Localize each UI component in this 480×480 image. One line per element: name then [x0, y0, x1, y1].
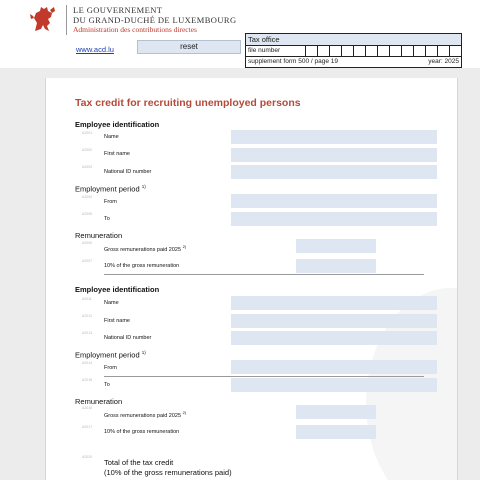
remuneration-heading: Remuneration: [75, 397, 123, 406]
file-number-cell[interactable]: [450, 46, 461, 56]
employee-identification-heading: Employee identification: [75, 120, 160, 129]
first-name-label: First name: [104, 318, 130, 324]
name-label: Name: [104, 300, 119, 306]
total-line-1: Total of the tax credit: [104, 458, 174, 467]
ten-percent-label: 10% of the gross remuneration: [104, 429, 180, 435]
gov-line-2: DU GRAND-DUCHÉ DE LUXEMBOURG: [73, 14, 237, 25]
file-number-row: [246, 46, 461, 57]
divider: [104, 274, 424, 275]
field-code: A2005: [82, 212, 93, 216]
file-number-cell[interactable]: [354, 46, 366, 56]
first-name-label: First name: [104, 151, 130, 157]
footnote-marker: 2): [182, 410, 187, 415]
red-lion-icon: [28, 4, 58, 34]
from-label: From: [104, 365, 117, 371]
divider: [104, 376, 424, 377]
field-code: A2012: [82, 314, 93, 318]
field-code: A2014: [82, 361, 93, 365]
national-id-label: National ID number: [104, 169, 152, 175]
footnote-marker: 2): [182, 244, 187, 249]
administration-name: Administration des contributions directes: [73, 25, 197, 34]
government-name: [73, 6, 237, 35]
year-label: year: 2025: [428, 58, 459, 65]
file-number-cell[interactable]: [426, 46, 438, 56]
gross-remuneration-label: [104, 244, 186, 253]
remuneration-heading: Remuneration: [75, 231, 123, 240]
tax-office-box: [245, 33, 462, 68]
field-code: A2013: [82, 331, 93, 335]
field-code: A2017: [82, 425, 93, 429]
field-code: A2006: [82, 241, 93, 245]
field-code: A2016: [82, 406, 93, 410]
gross-remuneration-label: [104, 410, 186, 419]
to-label: To: [104, 216, 110, 222]
name-label: Name: [104, 134, 119, 140]
page-header: [0, 0, 480, 68]
field-code: A2020: [82, 455, 93, 459]
reset-button[interactable]: reset: [137, 40, 241, 54]
national-id-input[interactable]: [231, 165, 437, 179]
file-number-cell[interactable]: [318, 46, 330, 56]
ten-percent-input[interactable]: [296, 259, 376, 273]
file-number-cell[interactable]: [390, 46, 402, 56]
field-code: A2001: [82, 131, 93, 135]
field-code: A2015: [82, 378, 93, 382]
national-id-label: National ID number: [104, 335, 152, 341]
from-input[interactable]: [231, 360, 437, 374]
file-number-cell[interactable]: [366, 46, 378, 56]
file-number-cell[interactable]: [306, 46, 318, 56]
file-number-label: file number: [246, 46, 306, 56]
file-number-cell[interactable]: [330, 46, 342, 56]
gross-remuneration-text: Gross remunerations paid 2025: [104, 246, 182, 253]
file-number-cell[interactable]: [378, 46, 390, 56]
field-code: A2002: [82, 148, 93, 152]
from-label: From: [104, 199, 117, 205]
total-tax-credit-label: [104, 458, 232, 478]
form-page: [45, 78, 458, 480]
to-label: To: [104, 382, 110, 388]
tax-office-field[interactable]: [246, 34, 461, 46]
employee-identification-heading: Employee identification: [75, 285, 160, 294]
gross-remuneration-input[interactable]: [296, 239, 376, 253]
supplement-label: supplement form 500 / page 19: [248, 58, 338, 65]
from-input[interactable]: [231, 194, 437, 208]
footnote-marker: 1): [141, 184, 146, 189]
employment-period-heading: [75, 184, 146, 194]
gross-remuneration-input[interactable]: [296, 405, 376, 419]
ten-percent-input[interactable]: [296, 425, 376, 439]
employment-period-text: Employment period: [75, 350, 140, 360]
field-code: A2011: [82, 297, 92, 301]
field-code: A2007: [82, 259, 93, 263]
file-number-cell[interactable]: [342, 46, 354, 56]
name-input[interactable]: [231, 130, 437, 144]
tax-office-label: Tax office: [248, 35, 280, 44]
employment-period-heading: [75, 350, 146, 360]
page-title: Tax credit for recruiting unemployed persons: [75, 97, 301, 109]
total-line-2: (10% of the gross remunerations paid): [104, 468, 232, 477]
first-name-input[interactable]: [231, 314, 437, 328]
to-input[interactable]: [231, 378, 437, 392]
website-link[interactable]: www.acd.lu: [76, 45, 114, 54]
file-number-cells: [306, 46, 461, 56]
gov-line-1: LE GOUVERNEMENT: [73, 5, 163, 15]
first-name-input[interactable]: [231, 148, 437, 162]
employment-period-text: Employment period: [75, 184, 140, 194]
gross-remuneration-text: Gross remunerations paid 2025: [104, 412, 182, 419]
file-number-cell[interactable]: [402, 46, 414, 56]
file-number-cell[interactable]: [438, 46, 450, 56]
ten-percent-label: 10% of the gross remuneration: [104, 263, 180, 269]
logo-divider: [66, 5, 67, 35]
file-number-cell[interactable]: [414, 46, 426, 56]
name-input[interactable]: [231, 296, 437, 310]
to-input[interactable]: [231, 212, 437, 226]
footnote-marker: 1): [141, 350, 146, 355]
supplement-row: [246, 57, 461, 67]
national-id-input[interactable]: [231, 331, 437, 345]
field-code: A2003: [82, 165, 93, 169]
field-code: A2004: [82, 195, 93, 199]
